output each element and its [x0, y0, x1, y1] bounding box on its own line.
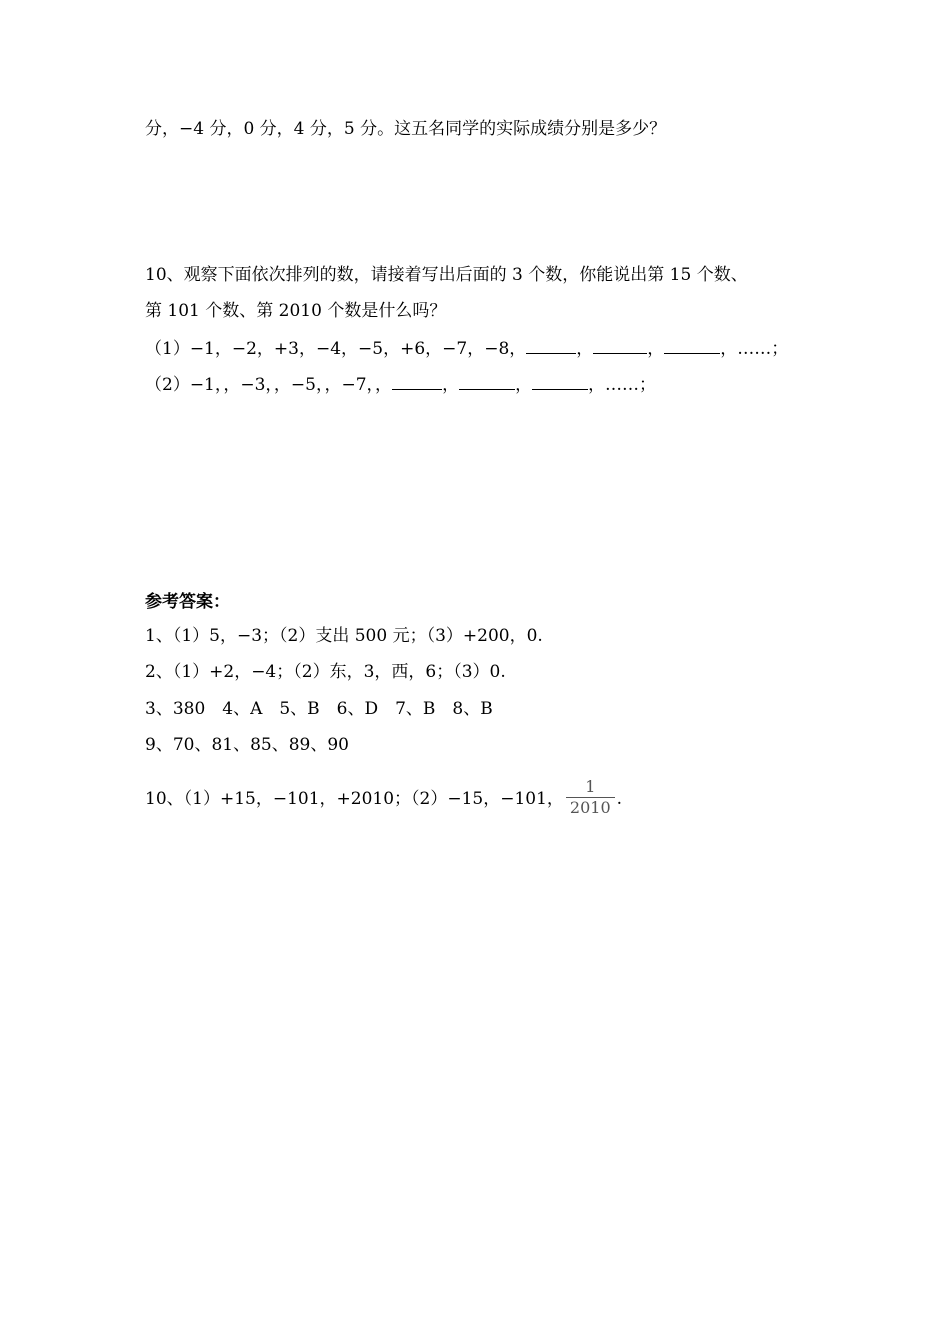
answer-blank[interactable]: [593, 337, 647, 354]
q10-sequence-1: [145, 337, 788, 361]
answer-blank[interactable]: [532, 373, 588, 390]
sequence-2-prefix: （2）−1，，−3，，−5，，−7，，: [145, 375, 393, 395]
answer-3-8: 3、380 4、A 5、B 6、D 7、B 8、B: [145, 699, 493, 719]
sequence-1-prefix: （1）−1，−2，+3，−4，−5，+6，−7，−8，: [145, 339, 527, 359]
answers-heading: 参考答案：: [145, 592, 230, 612]
answer-blank[interactable]: [459, 373, 515, 390]
answer-10-end: .: [616, 789, 623, 809]
answer-2: 2、（1）+2，−4；（2）东，3，西，6；（3）0.: [145, 662, 506, 682]
answer-10-text: 10、（1）+15，−101，+2010；（2）−15，−101，: [145, 789, 564, 809]
q10-stem-line2: 第 101 个数、第 2010 个数是什么吗？: [145, 301, 447, 321]
fraction-numerator: 1: [585, 777, 596, 796]
answer-1: 1、（1）5，−3；（2）支出 500 元；（3）+200，0.: [145, 626, 543, 646]
separator: ，: [647, 339, 665, 359]
answer-10: [145, 777, 623, 819]
separator: ，: [576, 339, 594, 359]
sequence-2-ending: ，……；: [588, 375, 657, 395]
q9-continuation: 分，−4 分，0 分，4 分，5 分。这五名同学的实际成绩分别是多少？: [145, 119, 667, 139]
separator: ，: [442, 375, 460, 395]
q10-sequence-2: [145, 373, 656, 397]
q10-stem-line1: 10、观察下面依次排列的数，请接着写出后面的 3 个数，你能说出第 15 个数、: [145, 265, 748, 285]
separator: ，: [515, 375, 533, 395]
fraction: [566, 778, 615, 817]
answer-blank[interactable]: [392, 373, 442, 390]
answer-9: 9、70、81、85、89、90: [145, 735, 349, 755]
answer-blank[interactable]: [664, 337, 720, 354]
answer-blank[interactable]: [526, 337, 576, 354]
fraction-denominator: 2010: [569, 798, 611, 817]
sequence-1-ending: ，……；: [720, 339, 789, 359]
